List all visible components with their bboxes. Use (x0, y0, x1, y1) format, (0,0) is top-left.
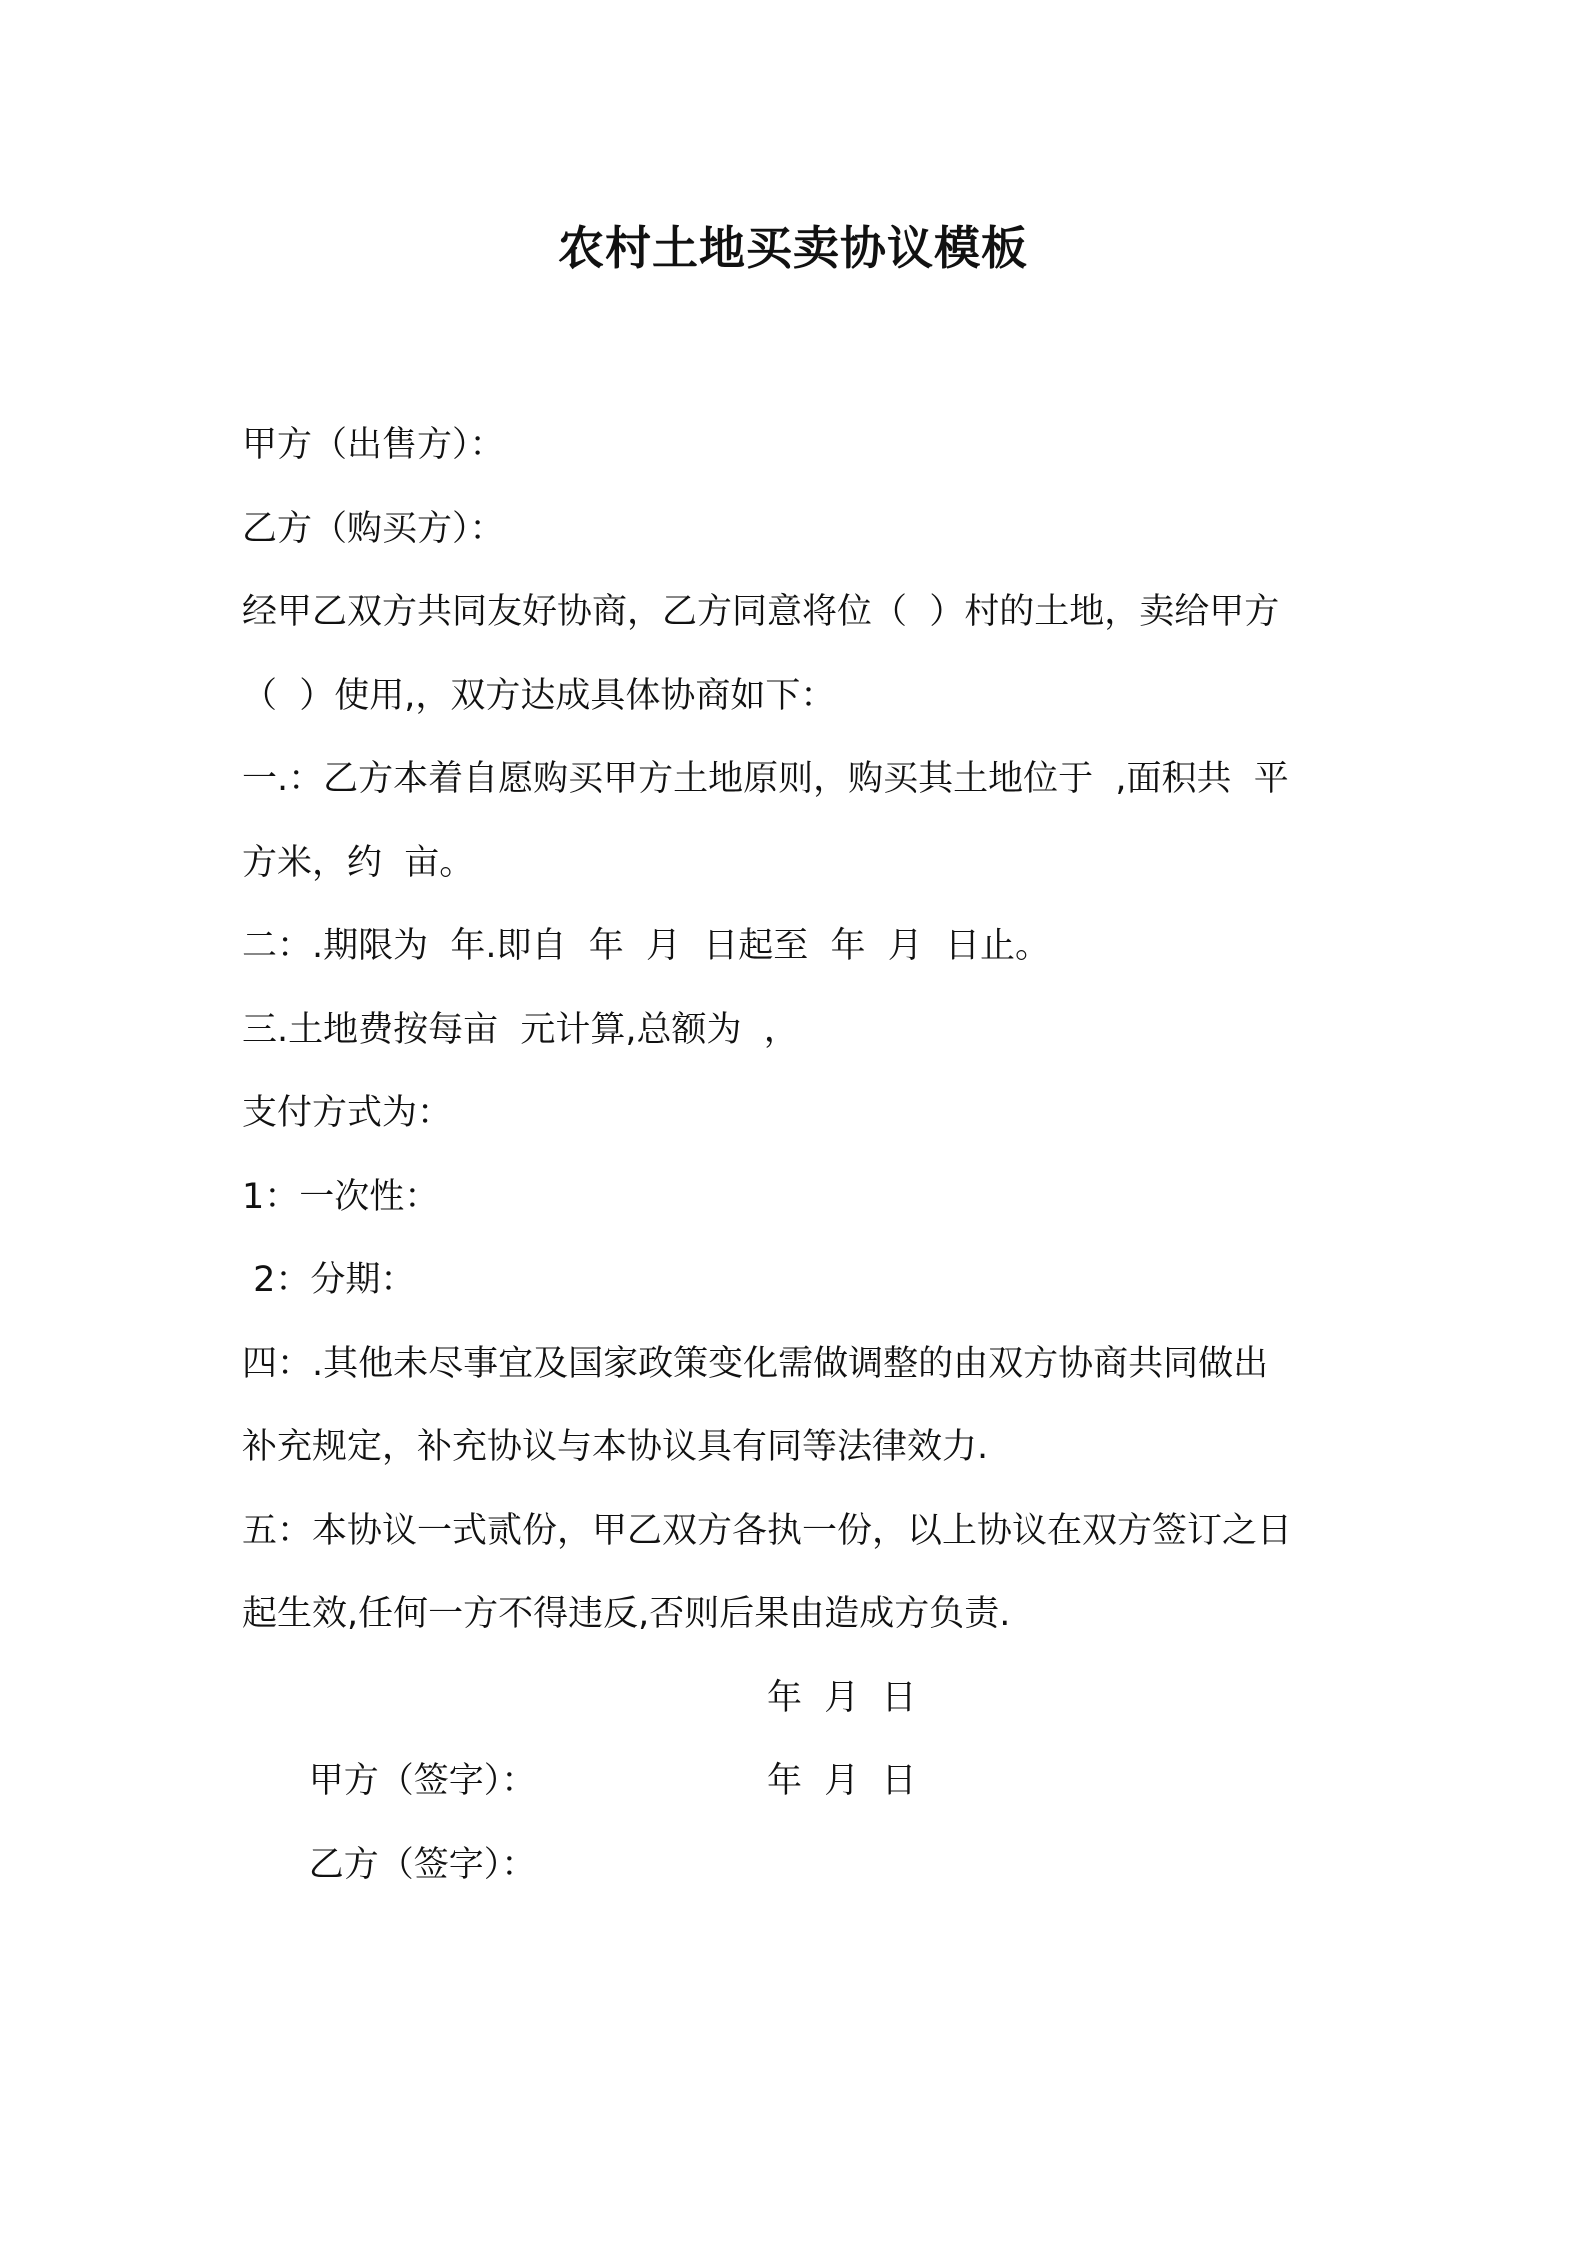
payment-option-lump-sum: 1：一次性： (242, 1176, 440, 1217)
signature-row-party-a (242, 1657, 1362, 1801)
signature-date-party-a: 年 月 日 (767, 1677, 917, 1718)
document-title: 农村土地买卖协议模板 (558, 221, 1028, 275)
clause-5-line-2: 起生效,任何一方不得违反,否则后果由造成方负责. (242, 1594, 1011, 1634)
clause-5-line-1: 五：本协议一式贰份，甲乙双方各执一份，以上协议在双方签订之日 (242, 1510, 1293, 1551)
preamble-line-2: （ ）使用,，双方达成具体协商如下： (242, 675, 836, 716)
clause-1-line-1: 一.：乙方本着自愿购买甲方土地原则，购买其土地位于 ,面积共 平 (242, 759, 1289, 799)
party-a-seller-line: 甲方（出售方）： (242, 425, 505, 465)
preamble-line-1: 经甲乙双方共同友好协商，乙方同意将位（ ）村的土地，卖给甲方 (242, 592, 1280, 632)
payment-option-installment: 2：分期： (242, 1260, 416, 1300)
clause-2-term-line: 二：.期限为 年.即自 年 月 日起至 年 月 日止。 (242, 926, 1051, 966)
party-b-buyer-line: 乙方（购买方）： (242, 508, 505, 549)
signature-label-party-b: 乙方（签字）： (308, 1844, 537, 1885)
clause-4-line-2: 补充规定，补充协议与本协议具有同等法律效力. (242, 1427, 989, 1467)
payment-method-line: 支付方式为： (242, 1093, 453, 1133)
signature-label-party-a: 甲方（签字）： (308, 1761, 537, 1801)
signature-date-party-b: 年 月 日 (767, 1761, 917, 1801)
clause-1-line-2: 方米，约 亩。 (242, 842, 475, 883)
signature-row-party-b (242, 1740, 1362, 1885)
document-body (242, 404, 1362, 1885)
clause-3-fee-line: 三.土地费按每亩 元计算,总额为 ， (242, 1009, 799, 1050)
clause-4-line-1: 四：.其他未尽事宜及国家政策变化需做调整的由双方协商共同做出 (242, 1343, 1269, 1384)
